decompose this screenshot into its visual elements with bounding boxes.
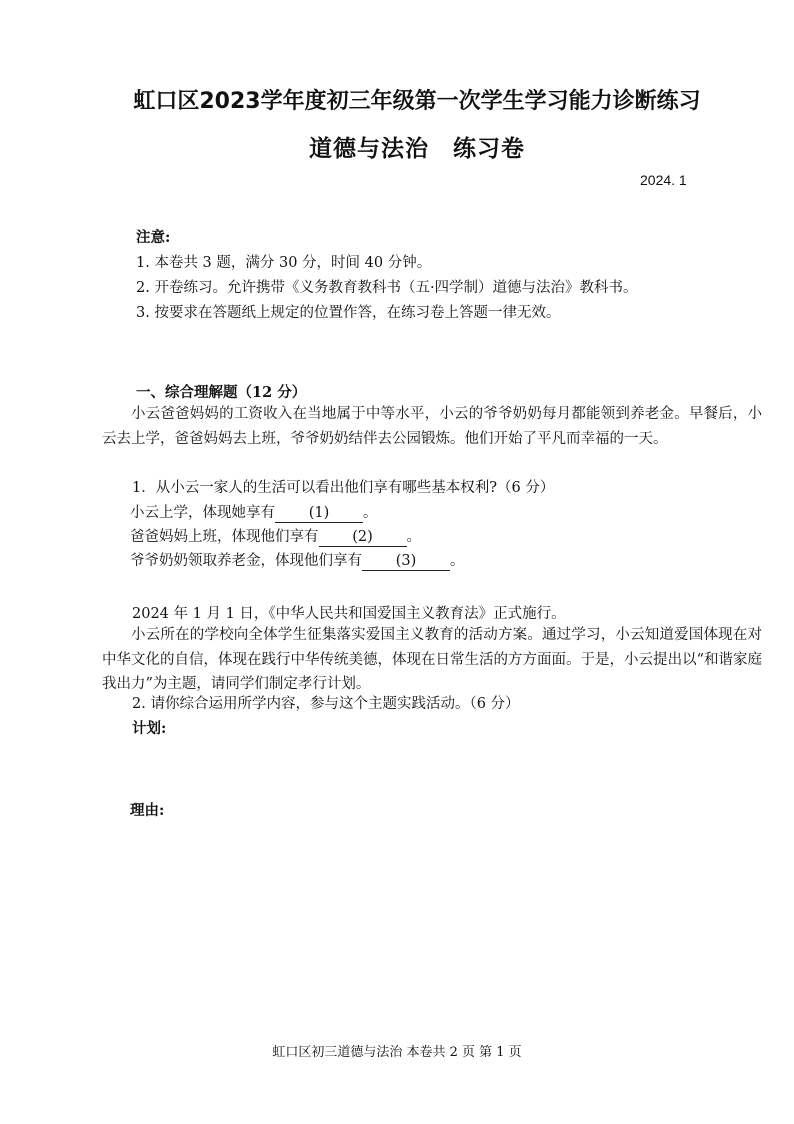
fill-prefix: 爷爷奶奶领取养老金，体现他们享有 xyxy=(130,553,362,569)
exam-subtitle: 道德与法治 练习卷 xyxy=(309,136,525,162)
notice-label: 注意: xyxy=(136,229,171,246)
notice-item: 2. 开卷练习。允许携带《义务教育教科书（五·四学制）道德与法治》教科书。 xyxy=(136,280,638,296)
fill-suffix: 。 xyxy=(406,529,421,545)
fill-suffix: 。 xyxy=(363,505,378,521)
notice-item: 1. 本卷共 3 题，满分 30 分，时间 40 分钟。 xyxy=(136,255,432,271)
exam-date: 2024. 1 xyxy=(640,172,687,188)
fill-suffix: 。 xyxy=(450,553,465,569)
answer-blank-2[interactable]: (2) xyxy=(319,528,407,547)
fill-in-line-1 xyxy=(130,501,378,523)
answer-blank-3[interactable]: (3) xyxy=(362,552,450,571)
plan-label: 计划: xyxy=(132,720,167,737)
fill-prefix: 爸爸妈妈上班，体现他们享有 xyxy=(130,529,319,545)
passage-paragraph: 小云爸爸妈妈的工资收入在当地属于中等水平，小云的爷爷奶奶每月都能领到养老金。早餐后，小云去上学，爸爸妈妈去上班，爷爷奶奶结伴去公园锻炼。他们开始了平凡而幸福的一天。 xyxy=(102,406,762,447)
news-line: 2024 年 1 月 1 日，《中华人民共和国爱国主义教育法》正式施行。 xyxy=(132,606,566,622)
fill-prefix: 小云上学，体现她享有 xyxy=(130,505,275,521)
section-heading: 一、综合理解题（12 分） xyxy=(136,384,307,401)
question-2-prompt: 2. 请你综合运用所学内容，参与这个主题实践活动。（6 分） xyxy=(132,696,520,712)
answer-blank-1[interactable]: (1) xyxy=(275,504,363,523)
notice-item: 3. 按要求在答题纸上规定的位置作答，在练习卷上答题一律无效。 xyxy=(136,305,561,321)
passage-paragraph: 小云所在的学校向全体学生征集落实爱国主义教育的活动方案。通过学习，小云知道爱国体现在对中华文化的自信，体现在践行中华传统美德，体现在日常生活的方方面面。于是，小云提出以“和谐家庭我出力”为主题，请同学们制定孝行计划。 xyxy=(102,627,762,692)
fill-in-line-3 xyxy=(130,549,465,571)
question-1-prompt: 1．从小云一家人的生活可以看出他们享有哪些基本权利?（6 分） xyxy=(132,480,555,496)
reason-label: 理由: xyxy=(130,802,165,819)
fill-in-line-2 xyxy=(130,525,421,547)
exam-title: 虹口区2023学年度初三年级第一次学生学习能力诊断练习 xyxy=(133,89,701,114)
page-footer: 虹口区初三道德与法治 本卷共 2 页 第 1 页 xyxy=(272,1045,522,1060)
